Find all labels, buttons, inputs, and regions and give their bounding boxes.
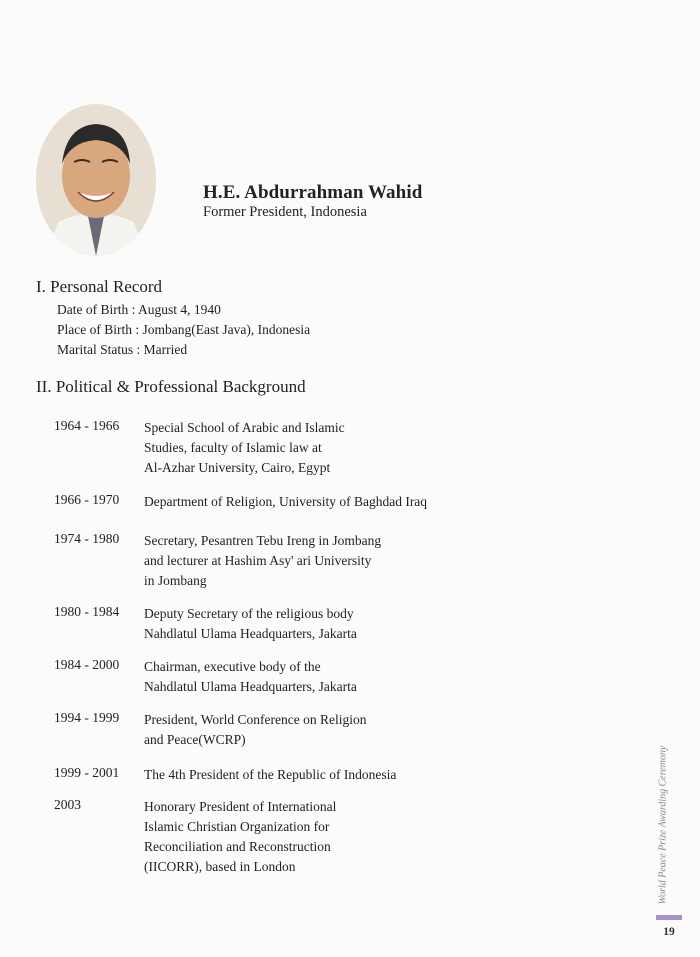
entry-line: Secretary, Pesantren Tebu Ireng in Jombang (144, 533, 382, 548)
entry-line: (IICORR), based in London (144, 859, 296, 874)
entry-line: and lecturer at Hashim Asy' ari University (144, 553, 372, 568)
side-vertical-text (647, 740, 679, 910)
entry-years: 1994 - 1999 (54, 710, 120, 725)
entry-line: Islamic Christian Organization for (144, 819, 330, 834)
entry-years: 1984 - 2000 (54, 657, 120, 672)
date-of-birth: Date of Birth : August 4, 1940 (57, 302, 221, 317)
entry-line: Special School of Arabic and Islamic (144, 420, 345, 435)
entry-line: in Jombang (144, 573, 207, 588)
entry-line: President, World Conference on Religion (144, 712, 367, 727)
entry-line: The 4th President of the Republic of Indonesia (144, 767, 397, 782)
entry-line: Nahdlatul Ulama Headquarters, Jakarta (144, 679, 357, 694)
entry-description (144, 710, 444, 750)
entry-description (144, 797, 444, 877)
entry-years: 1966 - 1970 (54, 492, 120, 507)
entry-description (144, 765, 444, 785)
page-number: 19 (663, 926, 675, 938)
entry-years: 1980 - 1984 (54, 604, 120, 619)
entry-description (144, 531, 444, 591)
entry-line: and Peace(WCRP) (144, 732, 246, 747)
person-title: Former President, Indonesia (203, 204, 367, 220)
side-text: World Peace Prize Awarding Ceremony (657, 745, 669, 905)
place-of-birth: Place of Birth : Jombang(East Java), Indonesia (57, 322, 311, 337)
entry-line: Deputy Secretary of the religious body (144, 606, 354, 621)
entry-line: Studies, faculty of Islamic law at (144, 440, 322, 455)
section-heading-background: II. Political & Professional Background (36, 377, 306, 396)
entry-line: Chairman, executive body of the (144, 659, 321, 674)
entry-line: Nahdlatul Ulama Headquarters, Jakarta (144, 626, 357, 641)
entry-years: 1999 - 2001 (54, 765, 120, 780)
entry-description (144, 418, 444, 478)
personal-record-list (57, 300, 310, 360)
entry-description (144, 604, 444, 644)
entry-description (144, 657, 444, 697)
portrait-photo (36, 104, 156, 256)
entry-line: Reconciliation and Reconstruction (144, 839, 331, 854)
portrait-image (36, 104, 156, 256)
entry-years: 1964 - 1966 (54, 418, 120, 433)
page-accent-bar (656, 915, 682, 920)
entry-line: Department of Religion, University of Baghdad Iraq (144, 494, 428, 509)
marital-status: Marital Status : Married (57, 342, 188, 357)
entry-description (144, 492, 444, 512)
entry-line: Honorary President of International (144, 799, 337, 814)
entry-line: Al-Azhar University, Cairo, Egypt (144, 460, 331, 475)
section-heading-personal-record: I. Personal Record (36, 277, 163, 296)
person-name: H.E. Abdurrahman Wahid (203, 182, 423, 203)
entry-years: 1974 - 1980 (54, 531, 120, 546)
entry-years: 2003 (54, 797, 81, 812)
